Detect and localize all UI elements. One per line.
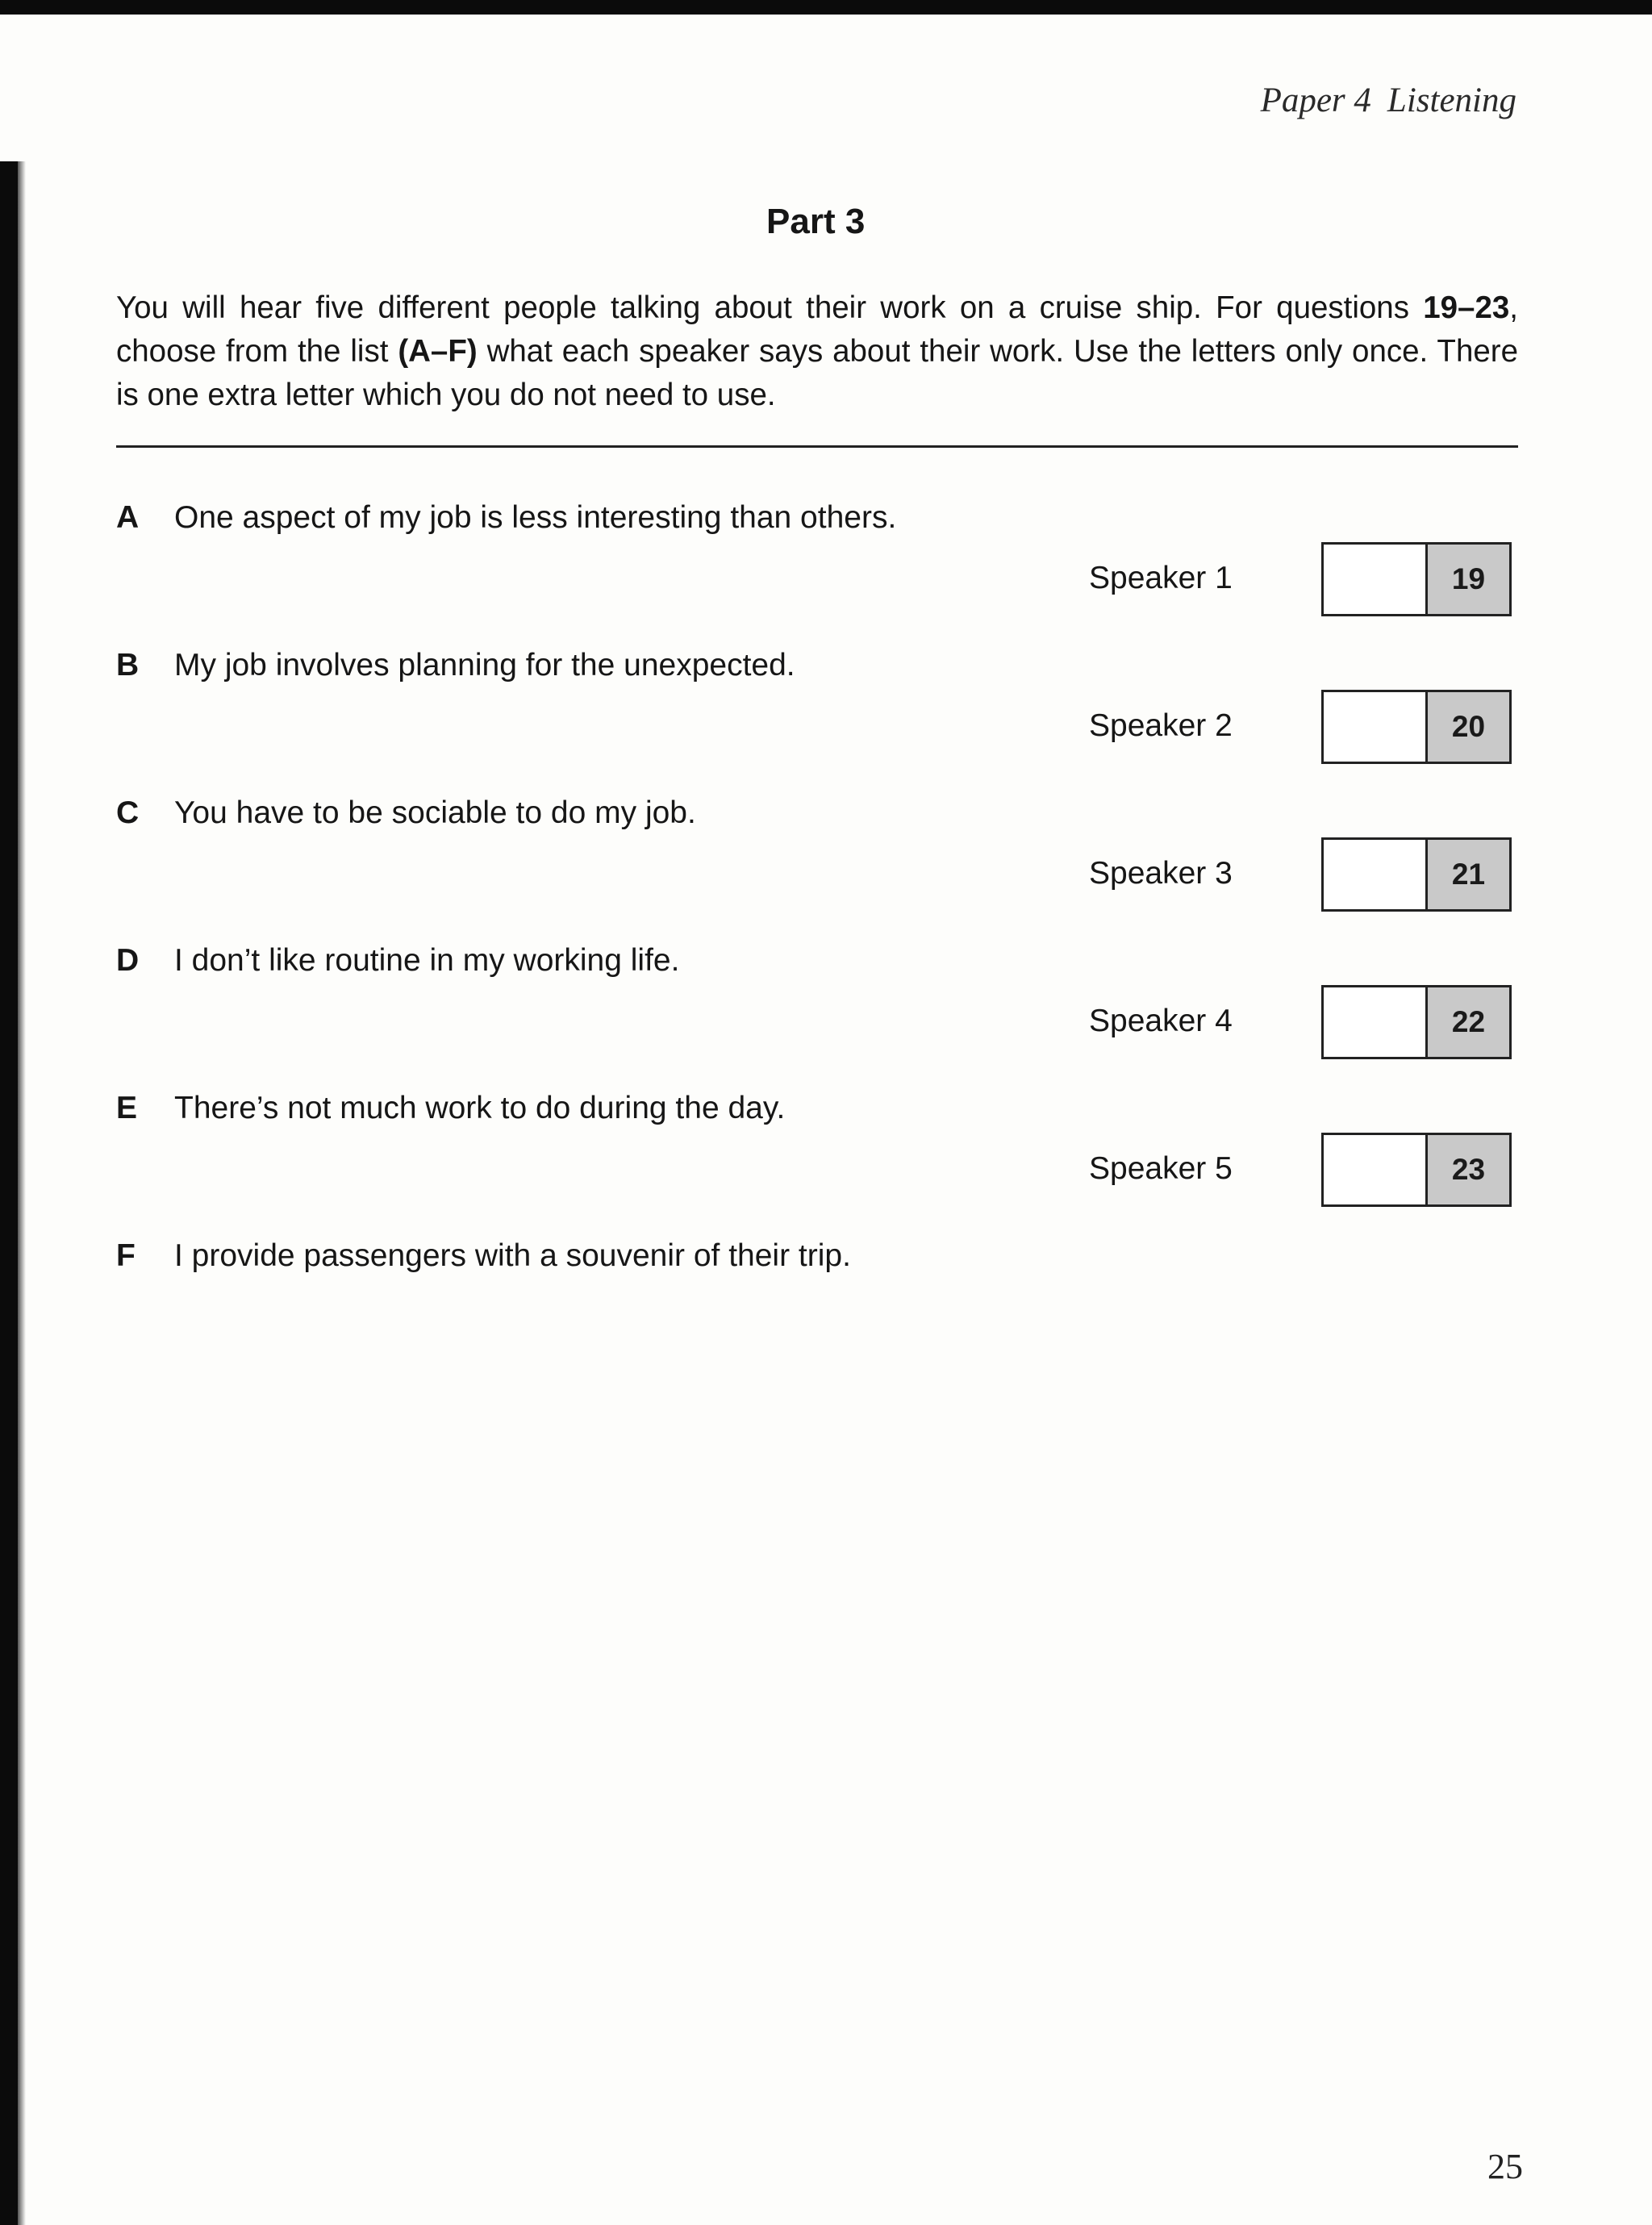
option-text: One aspect of my job is less interesting than others.	[174, 500, 897, 535]
answer-field[interactable]	[1324, 1135, 1428, 1204]
divider-rule	[116, 445, 1518, 448]
answer-field[interactable]	[1324, 840, 1428, 909]
question-number: 21	[1428, 840, 1509, 909]
speaker-1-answer-box[interactable]	[1321, 542, 1512, 616]
part-title: Part 3	[766, 202, 866, 241]
page-edge-shadow	[18, 161, 26, 2225]
question-number: 23	[1428, 1135, 1509, 1204]
speaker-3-label: Speaker 3	[1089, 856, 1233, 891]
speaker-4-answer-box[interactable]	[1321, 985, 1512, 1059]
option-c	[116, 795, 696, 831]
option-text: I provide passengers with a souvenir of their trip.	[174, 1238, 851, 1273]
option-text: My job involves planning for the unexpected.	[174, 648, 795, 683]
option-f	[116, 1238, 851, 1274]
speaker-4-label: Speaker 4	[1089, 1004, 1233, 1038]
speaker-1-label: Speaker 1	[1089, 561, 1233, 595]
option-text: You have to be sociable to do my job.	[174, 795, 696, 830]
speaker-2-label: Speaker 2	[1089, 708, 1233, 743]
running-head-section: Listening	[1387, 81, 1516, 119]
option-letter: B	[116, 648, 140, 683]
answer-field[interactable]	[1324, 545, 1428, 614]
page-edge-left	[0, 161, 18, 2225]
option-letter: C	[116, 795, 140, 830]
instructions-text-1: You will hear five different people talking about their work on a cruise ship. For questions	[116, 290, 1424, 325]
option-letter: A	[116, 500, 140, 535]
instructions-text-2: , choose from the list	[116, 290, 1518, 369]
page-edge-top	[0, 0, 1652, 15]
instructions-letter-range: (A–F)	[398, 334, 478, 369]
answer-field[interactable]	[1324, 987, 1428, 1057]
speaker-2-answer-box[interactable]	[1321, 690, 1512, 764]
option-letter: E	[116, 1091, 138, 1125]
option-letter: D	[116, 943, 140, 978]
question-number: 22	[1428, 987, 1509, 1057]
option-b	[116, 648, 795, 683]
instructions-text-3: what each speaker says about their work. Use the letters only once. There is one extra letter which you do not need to use.	[116, 334, 1518, 412]
answer-field[interactable]	[1324, 692, 1428, 762]
option-d	[116, 943, 679, 979]
question-number: 20	[1428, 692, 1509, 762]
option-text: I don’t like routine in my working life.	[174, 943, 680, 978]
option-e	[116, 1091, 785, 1126]
question-number: 19	[1428, 545, 1509, 614]
instructions	[116, 286, 1518, 417]
speaker-5-label: Speaker 5	[1089, 1151, 1233, 1186]
running-head-paper: Paper 4	[1260, 81, 1371, 119]
instructions-question-range: 19–23	[1423, 290, 1510, 325]
page-number: 25	[1487, 2147, 1523, 2186]
option-text: There’s not much work to do during the day.	[174, 1091, 786, 1125]
running-head	[1261, 81, 1516, 120]
option-letter: F	[116, 1238, 136, 1273]
option-a	[116, 500, 896, 536]
speaker-3-answer-box[interactable]	[1321, 837, 1512, 912]
speaker-5-answer-box[interactable]	[1321, 1133, 1512, 1207]
